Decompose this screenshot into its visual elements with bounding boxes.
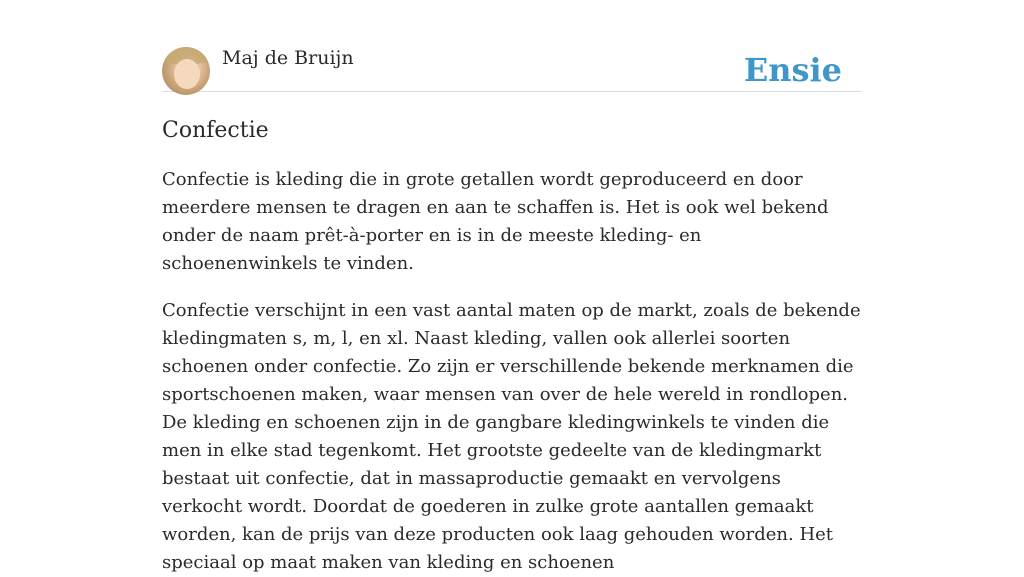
header — [162, 0, 862, 92]
avatar-face — [174, 59, 200, 89]
article-page — [162, 0, 862, 577]
avatar[interactable] — [162, 47, 210, 95]
page-title: Confectie — [162, 118, 269, 143]
brand-logo[interactable]: Ensie — [743, 51, 842, 89]
article-paragraph-2: Confectie verschijnt in een vast aantal maten op de markt, zoals de bekende kledingmaten s, m, l, en xl. Naast kleding, vallen ook allerlei soorten schoenen onder confectie. Zo zijn er verschillende bekende merknamen die sportschoenen maken, waar mensen van over de hele wereld in rondlopen. De kleding en schoenen zijn in de gangbare kledingwinkels te vinden die men in elke stad tegenkomt. Het grootste gedeelte van de kledingmarkt bestaat uit confectie, dat in massaproductie gemaakt en vervolgens verkocht wordt. Doordat de goederen in zulke grote aantallen gemaakt worden, kan de prijs van deze producten ook laag gehouden worden. Het speciaal op maat maken van kleding en schoenen — [162, 300, 861, 573]
author-name[interactable]: Maj de Bruijn — [222, 47, 354, 69]
article-paragraph-1: Confectie is kleding die in grote getallen wordt geproduceerd en door meerdere mensen te dragen en aan te schaffen is. Het is ook wel bekend onder de naam prêt-à-porter en is in de meeste kleding- en schoenenwinkels te vinden. — [162, 169, 829, 274]
